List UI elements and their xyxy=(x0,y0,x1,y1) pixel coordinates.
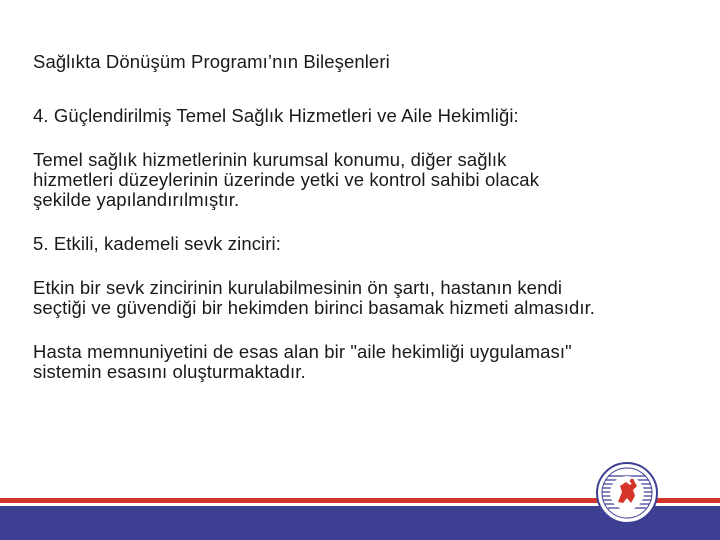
section-4-body xyxy=(33,150,703,210)
body-line: Temel sağlık hizmetlerinin kurumsal konumu, diğer sağlık xyxy=(33,149,507,170)
section-4-heading: 4. Güçlendirilmiş Temel Sağlık Hizmetleri ve Aile Hekimliği: xyxy=(33,105,519,126)
slide-body xyxy=(33,52,703,406)
body-line: şekilde yapılandırılmıştır. xyxy=(33,189,240,210)
body-line: Etkin bir sevk zincirinin kurulabilmesinin ön şartı, hastanın kendi xyxy=(33,277,563,298)
body-line: hizmetleri düzeylerinin üzerinde yetki ve kontrol sahibi olacak xyxy=(33,169,540,190)
slide-title: Sağlıkta Dönüşüm Programı’nın Bileşenleri xyxy=(33,51,390,72)
university-seal-icon xyxy=(596,462,658,524)
body-line: seçtiği ve güvendiği bir hekimden birinci basamak hizmeti almasıdır. xyxy=(33,297,596,318)
body-line: sistemin esasını oluşturmaktadır. xyxy=(33,361,306,382)
section-5-heading: 5. Etkili, kademeli sevk zinciri: xyxy=(33,233,281,254)
section-5-body xyxy=(33,278,703,318)
body-line: Hasta memnuniyetini de esas alan bir "aile hekimliği uygulaması" xyxy=(33,341,572,362)
closing-paragraph xyxy=(33,342,703,382)
